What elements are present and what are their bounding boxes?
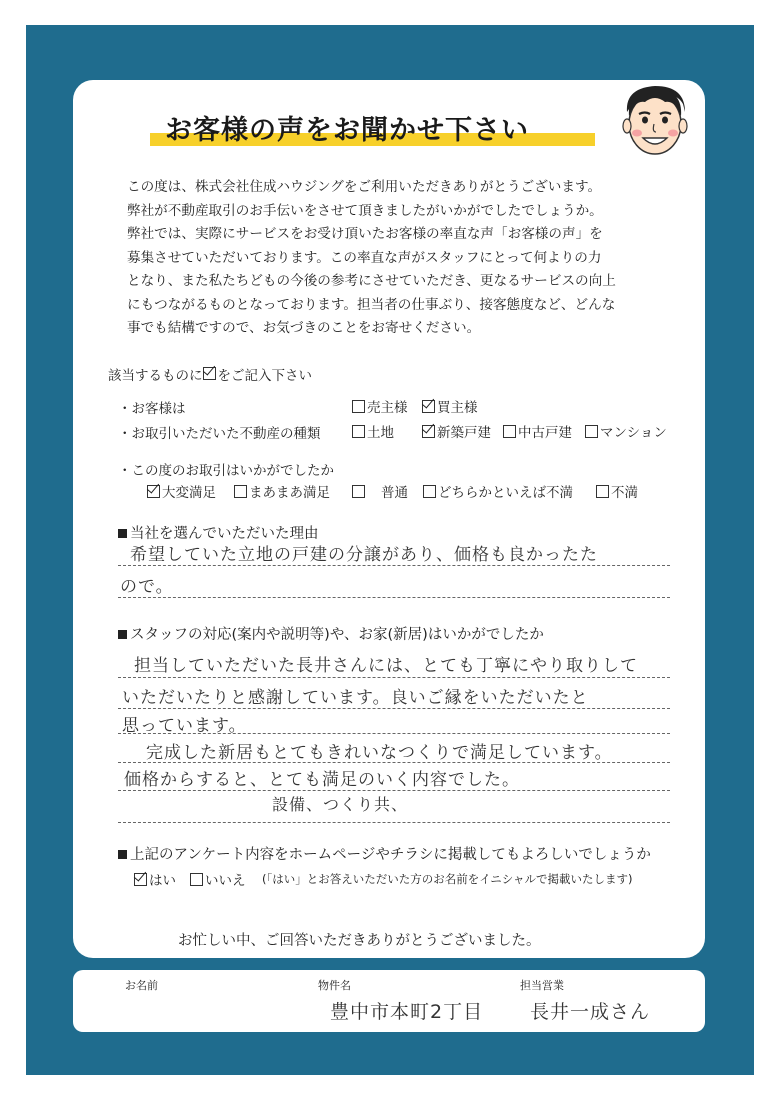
sales-label: 担当営業 [520,979,564,992]
option-land[interactable]: 土地 [352,421,394,441]
checkbox[interactable] [423,485,436,498]
intro-text [127,176,667,341]
option-neutral[interactable]: 普通 [352,481,408,501]
customer-label: ・お客様は [118,401,186,417]
option-satisfied[interactable]: まあまあ満足 [234,481,330,501]
checkbox[interactable] [585,425,598,438]
publish-no-option[interactable]: いいえ [190,869,246,889]
staff-mascot-icon [617,82,693,160]
answer-rule [118,733,670,734]
staff-answer-line: いただいたりと感謝しています。良いご縁をいただいたと [122,688,589,708]
sales-value: 長井一成さん [530,1001,651,1023]
staff-answer-line: 完成した新居もとてもきれいなつくりで満足しています。 [146,743,613,763]
property-type-label: ・お取引いただいた不動産の種類 [118,426,321,442]
publish-heading: 上記のアンケート内容をホームページやチラシに掲載してもよろしいでしょうか [118,843,651,864]
page-title: お客様の声をお聞かせ下さい [165,115,529,146]
option-very-dissatisfied[interactable]: 不満 [596,481,638,501]
answer-rule [118,790,670,791]
checkbox[interactable] [352,400,365,413]
bullet-square-icon [118,630,127,639]
option-used-house[interactable]: 中古戸建 [503,421,572,441]
reason-answer-line: ので。 [120,577,174,597]
answer-rule [118,708,670,709]
option-seller[interactable]: 売主様 [352,396,408,416]
checkbox[interactable] [596,485,609,498]
intro-line: となり、また私たちどもの今後の参考にさせていただき、更なるサービスの向上 [127,273,616,289]
answer-rule [118,822,670,823]
satisfaction-label: ・この度のお取引はいかがでしたか [118,463,334,479]
checkbox-checked[interactable] [147,485,160,498]
option-condo[interactable]: マンション [585,421,667,441]
bullet-square-icon [118,529,127,538]
bullet-square-icon [118,850,127,859]
answer-rule [118,677,670,678]
instruction-text: 該当するものに をご記入下さい [108,368,312,384]
intro-line: にもつながるものとなっております。担当者の仕事ぶり、接客態度など、どんな [127,296,616,313]
option-new-house[interactable]: 新築戸建 [422,421,491,441]
name-label: お名前 [125,979,158,992]
publish-note: (「はい」とお答えいただいた方のお名前をイニシャルで掲載いたします) [262,872,633,886]
property-value: 豊中市本町2丁目 [330,1001,484,1023]
checkbox[interactable] [190,873,203,886]
staff-answer-line: 価格からすると、とても満足のいく内容でした。 [124,770,520,790]
option-very-satisfied[interactable]: 大変満足 [147,481,216,501]
intro-line: この度は、株式会社住成ハウジングをご利用いただきありがとうございます。 [127,179,602,195]
intro-line: 弊社が不動産取引のお手伝いをさせて頂きましたがいかがでしたでしょうか。 [127,202,603,219]
property-label: 物件名 [318,979,351,992]
option-dissatisfied[interactable]: どちらかといえば不満 [423,481,573,501]
answer-rule [118,597,670,598]
checkbox[interactable] [352,485,365,498]
intro-line: 募集させていただいております。この率直な声がスタッフにとって何よりの力 [127,249,602,266]
intro-line: 弊社では、実際にサービスをお受け頂いたお客様の率直な声「お客様の声」を [127,226,603,242]
checkbox-checked[interactable] [422,400,435,413]
checkbox[interactable] [352,425,365,438]
checkbox-sample-icon [203,367,216,380]
checkbox[interactable] [503,425,516,438]
checkbox-checked[interactable] [422,425,435,438]
publish-yes-option[interactable]: はい [134,869,176,889]
reason-heading: 当社を選んでいただいた理由 [118,522,319,543]
intro-line: 事でも結構ですので、お気づきのことをお寄せください。 [127,320,481,336]
reason-answer-line: 希望していた立地の戸建の分譲があり、価格も良かったた [130,545,598,565]
staff-answer-line: 思っています。 [122,716,247,736]
answer-rule [118,565,670,566]
answer-rule [118,762,670,763]
checkbox[interactable] [234,485,247,498]
closing-message: お忙しい中、ご回答いただきありがとうございました。 [178,933,541,949]
option-buyer[interactable]: 買主様 [422,396,478,416]
staff-answer-line: 設備、つくり共、 [272,795,409,814]
checkbox-checked[interactable] [134,873,147,886]
staff-heading: スタッフの対応(案内や説明等)や、お家(新居)はいかがでしたか [118,623,544,644]
staff-answer-line: 担当していただいた長井さんには、とても丁寧にやり取りして [134,656,638,676]
